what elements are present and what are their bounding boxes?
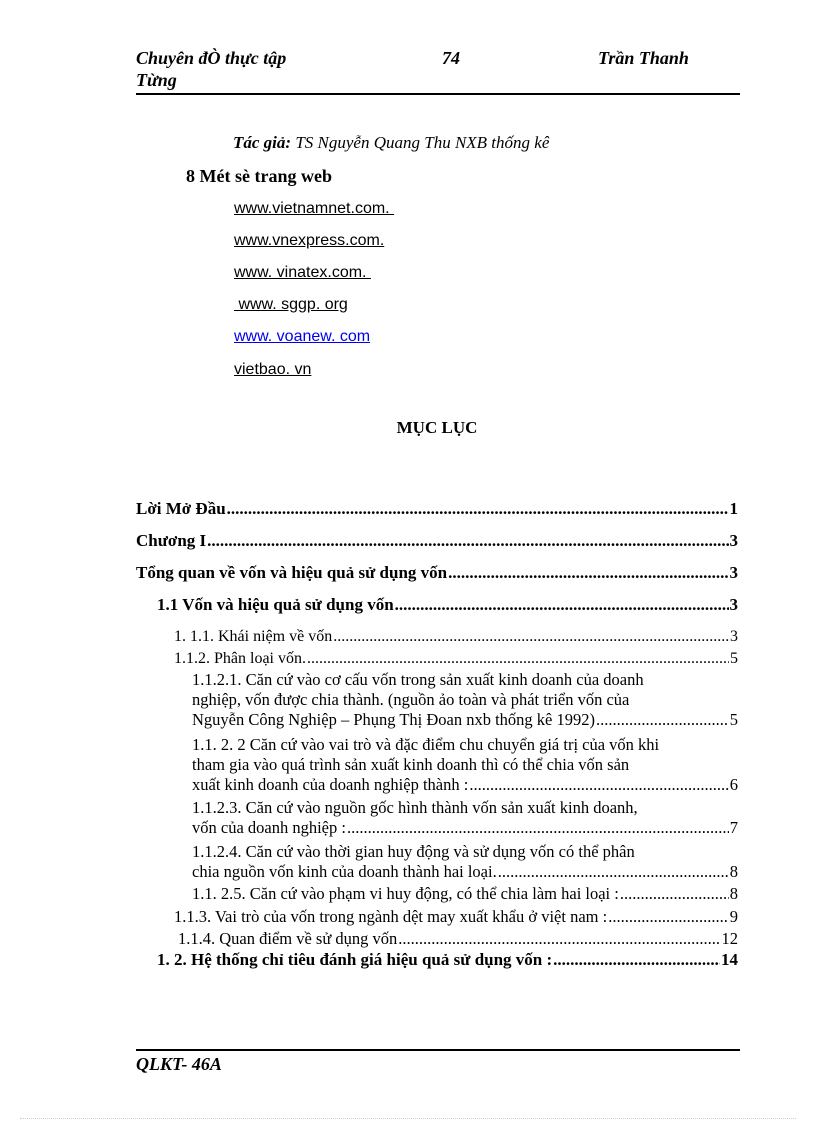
header-rule <box>136 93 740 95</box>
reference-author <box>233 133 549 153</box>
link-vietbao[interactable]: vietbao. vn <box>234 361 312 378</box>
toc-title: MỤC LỤC <box>396 418 478 437</box>
link-vietnamnet[interactable]: www.vietnamnet.com. <box>234 200 395 217</box>
toc-entry[interactable]: 1.1.2.3. Căn cứ vào nguồn gốc hình thành vốn sản xuất kinh doanh, vốn của doanh nghiệp : ..... 7 <box>192 798 738 838</box>
toc-entry[interactable]: 1. 1.1. Khái niệm về vốn ..... 3 <box>174 628 738 646</box>
toc-entry[interactable]: 1.1.4. Quan điểm về sử dụng vốn ..... 12 <box>178 929 738 949</box>
header-author: Trần Thanh <box>598 48 689 68</box>
author-label: Tác giả: <box>233 133 292 152</box>
footer-rule <box>136 1049 740 1051</box>
toc-entry[interactable]: 1.1 Vốn và hiệu quả sử dụng vốn ..... 3 <box>157 595 738 615</box>
toc-entry[interactable]: Chương I ..... 3 <box>136 531 738 551</box>
link-vnexpress[interactable]: www.vnexpress.com. <box>234 232 385 249</box>
toc-entry[interactable]: 1.1.2.1. Căn cứ vào cơ cấu vốn trong sản xuất kinh doanh của doanh nghiệp, vốn được chia thành. (nguồn ảo toàn và phát triển vốn của Nguyễn Công Nghiệp – Phụng Thị Đoan nxb thống kê 1992) ..... 5 <box>192 670 738 730</box>
toc-entry[interactable]: 1.1.2. Phân loại vốn. ..... 5 <box>174 650 738 668</box>
header-left-line2: Từng <box>136 70 177 90</box>
header-left-line1: Chuyên đÒ thực tập <box>136 48 287 68</box>
toc-entry[interactable]: Tổng quan về vốn và hiệu quả sử dụng vốn ..... 3 <box>136 563 738 583</box>
toc-entry[interactable]: 1.1.2.4. Căn cứ vào thời gian huy động và sử dụng vốn có thể phân chia nguồn vốn kinh của doanh thành hai loại. ..... 8 <box>192 842 738 882</box>
link-vinatex[interactable]: www. vinatex.com. <box>234 264 371 281</box>
author-text: TS Nguyễn Quang Thu NXB thống kê <box>291 133 550 152</box>
header-page-number: 74 <box>442 48 460 68</box>
web-section-title: 8 Mét sè trang web <box>186 166 332 186</box>
toc-entry[interactable]: Lời Mở Đầu ..... 1 <box>136 499 738 519</box>
page-edge <box>20 1118 796 1119</box>
toc-entry[interactable]: 1. 2. Hệ thống chỉ tiêu đánh giá hiệu quả sử dụng vốn : ..... 14 <box>157 950 738 970</box>
page-footer: QLKT- 46A <box>136 1054 222 1074</box>
toc-entry[interactable]: 1.1. 2. 2 Căn cứ vào vai trò và đặc điểm chu chuyển giá trị của vốn khi tham gia vào quá trình sản xuất kinh doanh thì có thể chia vốn sản xuất kinh doanh của doanh nghiệp thành : ..... 6 <box>192 735 738 795</box>
link-voanew[interactable]: www. voanew. com <box>234 328 371 345</box>
toc-entry[interactable]: 1.1. 2.5. Căn cứ vào phạm vi huy động, có thể chia làm hai loại : ..... 8 <box>192 884 738 904</box>
toc-entry[interactable]: 1.1.3. Vai trò của vốn trong ngành dệt may xuất khẩu ở việt nam : ..... 9 <box>174 907 738 927</box>
link-sggp[interactable]: www. sggp. org <box>234 296 348 313</box>
